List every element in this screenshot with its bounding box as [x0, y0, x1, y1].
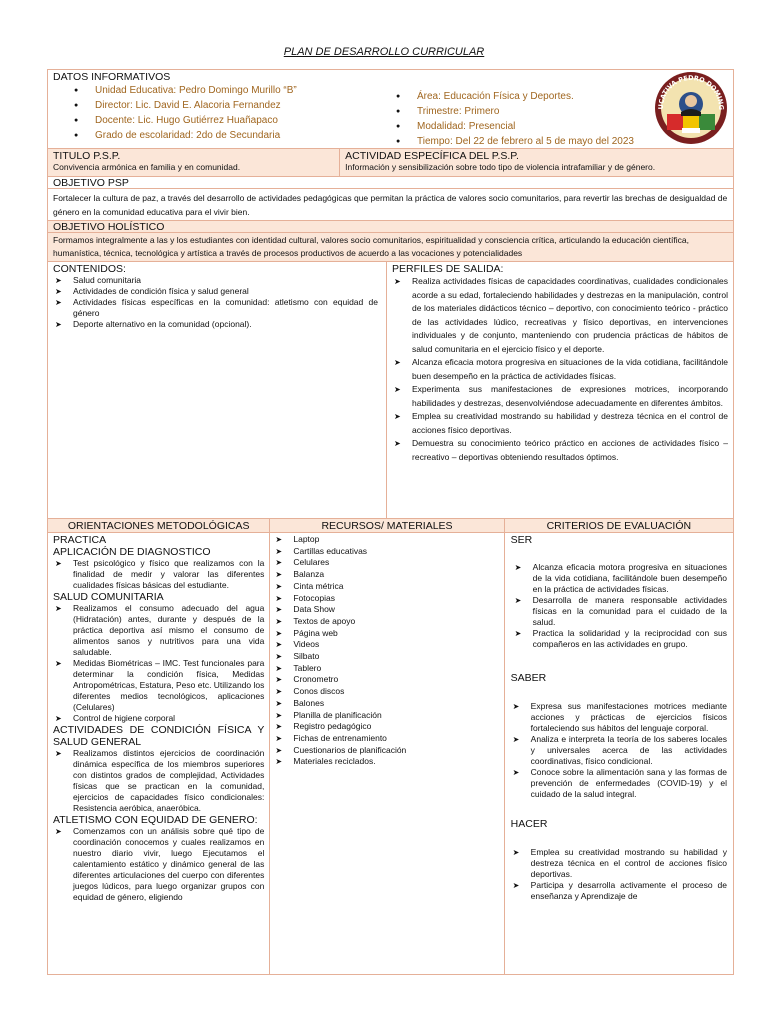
diagnostico-heading: APLICACIÓN DE DIAGNOSTICO [53, 546, 211, 558]
perfiles-label: PERFILES DE SALIDA: [392, 263, 504, 275]
header-recursos: RECURSOS/ MATERIALES [269, 519, 503, 532]
hacer-item: ➤ Emplea su creatividad mostrando su habilidad y destreza técnica en el control de acciones físico deportivas. [511, 847, 727, 880]
recurso-item: ➤ Materiales reciclados. [273, 756, 500, 768]
contenidos-label: CONTENIDOS: [53, 263, 126, 275]
contenidos-item: ➤ Salud comunitaria [53, 275, 378, 286]
school-seal-logo [653, 70, 729, 146]
practica-heading: PRACTICA [53, 534, 107, 546]
seal-text: UCATIVA PEDRO DOMING [656, 73, 726, 111]
ser-item: ➤ Alcanza eficacia motora progresiva en situaciones de la vida cotidiana, facilitándole buen desempeño en la práctica de actividades físicas. [513, 562, 727, 595]
diagnostico-item: ➤ Test psicológico y físico que realizamos con la finalidad de medir y valorar las diferentes cualidades físicas básicas del estudiante. [53, 558, 264, 591]
recurso-item: ➤ Conos discos [273, 686, 500, 698]
datos-left-item: ● Director: Lic. David E. Alacoria Fernandez [48, 98, 378, 113]
atletismo-heading: ATLETISMO CON EQUIDAD DE GENERO: [53, 814, 258, 826]
datos-informativos-section [47, 69, 734, 148]
recurso-item: ➤ Fotocopias [273, 593, 500, 605]
orientaciones-cell [48, 533, 269, 974]
objetivo-holistico-row [47, 232, 734, 261]
hacer-list [511, 847, 727, 902]
atletismo-list [53, 826, 264, 903]
psp-title-value: Convivencia armónica en familia y en comunidad. [53, 162, 241, 172]
hacer-item: ➤ Participa y desarrolla activamente el proceso de enseñanza y Aprendizaje de [511, 880, 727, 902]
criterios-cell [504, 533, 733, 974]
contenidos-item: ➤ Actividades físicas específicas en la comunidad: atletismo con equidad de género [53, 297, 378, 319]
psp-actividad-value: Información y sensibilización sobre todo tipo de violencia intrafamiliar y de género. [345, 162, 656, 172]
datos-left-item: ● Docente: Lic. Hugo Gutiérrez Huañapaco [48, 113, 378, 128]
atletismo-item: ➤ Comenzamos con un análisis sobre qué tipo de coordinación conocemos y cuales realizamos en nuestro diario vivir, luego Ejecutamos el calentamiento estático y dinámico general de las diferentes articulaciones del cuerpo con diferentes juegos lúdicos, para luego organizar grupos con equidad de género, eligiendo [53, 826, 264, 903]
salud-heading: SALUD COMUNITARIA [53, 591, 164, 603]
recurso-item: ➤ Balones [273, 698, 500, 710]
objetivo-holistico-label-row [47, 220, 734, 232]
datos-right-item: ● Área: Educación Física y Deportes. [370, 89, 670, 104]
salud-item: ➤ Medidas Biométricas – IMC. Test funcionales para determinar la condición física, Medidas Antropométricas, Estatura, Peso etc. Utilizando los diferentes medios tecnológicos, aplicaciones (Celulares) [53, 658, 264, 713]
condicion-heading: ACTIVIDADES DE CONDICIÓN FÍSICA Y SALUD GENERAL [53, 724, 265, 748]
salud-item: ➤ Realizamos el consumo adecuado del agua (Hidratación) antes, durante y después de la práctica deportiva así mismo el consumo de alimentos sanos y nutritivos para una vida saludable. [53, 603, 264, 658]
datos-left-item: ● Grado de escolaridad: 2do de Secundaria [48, 128, 378, 143]
ser-list [511, 562, 727, 650]
saber-item: ➤ Analiza e interpreta la teoría de los saberes locales y universales acerca de las actividades coordinativas, físico condicional. [511, 734, 727, 767]
recurso-item: ➤ Videos [273, 639, 500, 651]
ser-label: SER [510, 534, 533, 546]
objetivo-psp-label-row [47, 176, 734, 188]
recurso-item: ➤ Cronometro [273, 674, 500, 686]
objetivo-psp-row [47, 188, 734, 220]
psp-actividad-label: ACTIVIDAD ESPECÍFICA DEL P.S.P. [345, 150, 519, 162]
saber-list [511, 701, 727, 800]
recurso-item: ➤ Laptop [273, 534, 500, 546]
header-orientaciones: ORIENTACIONES METODOLÓGICAS [67, 520, 250, 532]
psp-title-cell [48, 149, 339, 176]
recurso-item: ➤ Silbato [273, 651, 500, 663]
page-title: PLAN DE DESARROLLO CURRICULAR [283, 46, 485, 58]
perfiles-item: ➤ Alcanza eficacia motora progresiva en situaciones de la vida cotidiana, facilitándole buen desempeño en la práctica de actividades físicas. [392, 356, 728, 383]
perfiles-list [392, 275, 728, 464]
ser-item: ➤ Desarrolla de manera responsable actividades físicas en la comunidad para el cuidado de la salud. [513, 595, 727, 628]
psp-actividad-cell [339, 149, 733, 176]
psp-row [47, 148, 734, 176]
ser-item: ➤ Practica la solidaridad y la reciprocidad con sus compañeros en las actividades en grupo. [513, 628, 727, 650]
perfiles-item: ➤ Experimenta sus manifestaciones de expresiones motrices, incorporando habilidades y destrezas, desenvolviéndose adecuadamente en diferentes ámbitos. [392, 383, 728, 410]
contenidos-list [53, 275, 378, 330]
contenidos-cell [48, 262, 386, 518]
perfiles-item: ➤ Demuestra su conocimiento teórico práctico en acciones de actividades físico – recreativo – deportivas obteniendo resultados óptimos. [392, 437, 728, 464]
table-header-row [47, 518, 734, 532]
table-body-row [47, 532, 734, 975]
condicion-item: ➤ Realizamos distintos ejercicios de coordinación dinámica específica de los miembros superiores con distintos grados de complejidad, Actividades físicas que se practican en la comunidad, ejercicios de capacidades físico condicionales: Resistencia aeróbica, anaeróbica. [53, 748, 264, 814]
datos-right-item: ● Modalidad: Presencial [370, 119, 670, 134]
datos-heading: DATOS INFORMATIVOS [53, 71, 171, 83]
datos-right-item: ● Tiempo: Del 22 de febrero al 5 de mayo del 2023 [370, 134, 670, 149]
perfiles-cell [386, 262, 733, 518]
objetivo-holistico-label: OBJETIVO HOLÍSTICO [53, 221, 165, 233]
datos-right-list [370, 89, 670, 149]
recurso-item: ➤ Cinta métrica [273, 581, 500, 593]
salud-list [53, 603, 264, 724]
curriculum-plan-table [47, 69, 734, 975]
recurso-item: ➤ Balanza [273, 569, 500, 581]
condicion-list [53, 748, 264, 814]
recurso-item: ➤ Página web [273, 628, 500, 640]
diagnostico-list [53, 558, 264, 591]
recurso-item: ➤ Tablero [273, 663, 500, 675]
objetivo-holistico-text: Formamos integralmente a las y los estudiantes con identidad cultural, valores socio comunitarios, espiritualidad y consciencia crítica, articulando la educación científica, humanística, técnica, tecnológica y artística a través de procesos productivos de acuerdo a las vocaciones y potencialidades [53, 235, 689, 258]
recursos-cell [269, 533, 503, 974]
contenidos-item: ➤ Deporte alternativo en la comunidad (opcional). [53, 319, 378, 330]
saber-label: SABER [510, 672, 547, 684]
recurso-item: ➤ Celulares [273, 557, 500, 569]
saber-item: ➤ Conoce sobre la alimentación sana y las formas de prevención de enfermedades (COVID-19) y el cuidado de la salud integral. [511, 767, 727, 800]
hacer-label: HACER [510, 818, 548, 830]
contenidos-item: ➤ Actividades de condición física y salud general [53, 286, 378, 297]
salud-item: ➤ Control de higiene corporal [53, 713, 264, 724]
recurso-item: ➤ Cuestionarios de planificación [273, 745, 500, 757]
header-criterios: CRITERIOS DE EVALUACIÓN [504, 519, 733, 532]
objetivo-psp-label: OBJETIVO PSP [53, 177, 129, 189]
perfiles-item: ➤ Emplea su creatividad mostrando su habilidad y destreza técnica en el control de acciones físico deportivas. [392, 410, 728, 437]
saber-item: ➤ Expresa sus manifestaciones motrices mediante acciones y prácticas de ejercicios físicos fortaleciendo sus hábitos del lenguaje corporal. [511, 701, 727, 734]
recurso-item: ➤ Registro pedagógico [273, 721, 500, 733]
objetivo-psp-text: Fortalecer la cultura de paz, a través del desarrollo de actividades pedagógicas que permitan la práctica de valores socio comunitarios, para revertir las brechas de desigualdad de género en la comunidad educativa para el vivir bien. [53, 193, 728, 217]
datos-right-item: ● Trimestre: Primero [370, 104, 670, 119]
datos-left-list [48, 83, 378, 143]
datos-left-item: ● Unidad Educativa: Pedro Domingo Murillo “B” [48, 83, 378, 98]
psp-title-label: TITULO P.S.P. [53, 150, 121, 162]
recurso-item: ➤ Planilla de planificación [273, 710, 500, 722]
recurso-item: ➤ Fichas de entrenamiento [273, 733, 500, 745]
recurso-item: ➤ Data Show [273, 604, 500, 616]
contenidos-perfiles-row [47, 261, 734, 518]
recurso-item: ➤ Textos de apoyo [273, 616, 500, 628]
recursos-list [273, 534, 500, 768]
perfiles-item: ➤ Realiza actividades físicas de capacidades coordinativas, cualidades condicionales acorde a su edad, fortaleciendo habilidades y destrezas en la manipulación, control de los materiales didácticos técnico – deportivo, con conocimiento teórico - práctico de las actividades lúdico, recreativas y físico deportivas, en intervenciones individuales y de conjunto, manteniendo con prudencia prácticas de hábitos de salud comunitaria en el ejercicio físico y el deporte. [392, 275, 728, 356]
recurso-item: ➤ Cartillas educativas [273, 546, 500, 558]
